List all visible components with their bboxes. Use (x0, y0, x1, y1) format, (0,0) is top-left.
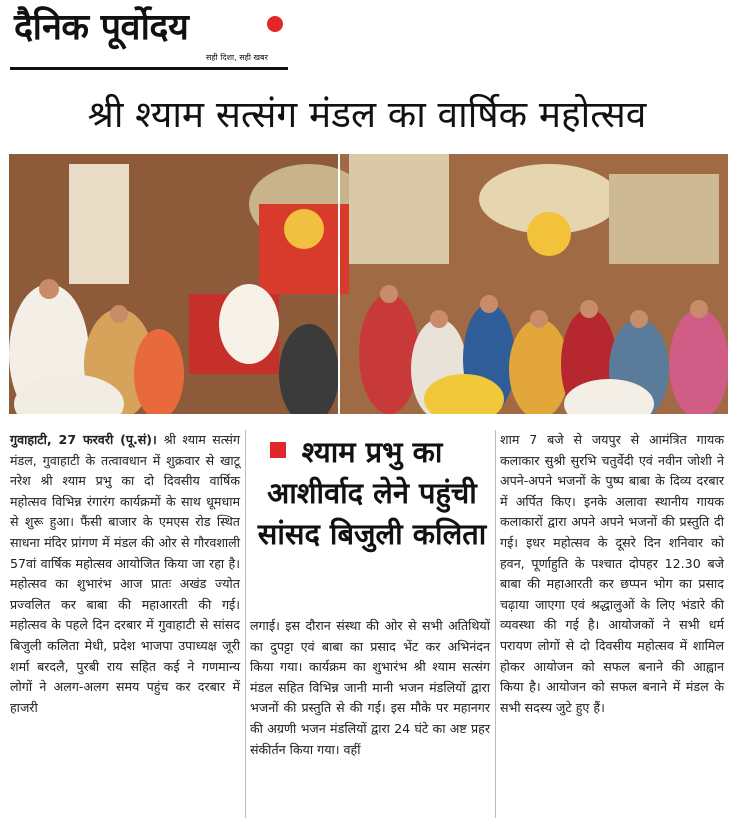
article-column-1 (10, 430, 240, 718)
headline: श्री श्याम सत्संग मंडल का वार्षिक महोत्सव (87, 93, 647, 136)
article-column-3: शाम 7 बजे से जयपुर से आमंत्रित गायक कलाकार सुश्री सुरभि चतुर्वेदी एवं नवीन जोशी ने अपने-अपने भजनों के पुष्प बाबा के दिव्य दरबार में अर्पित किए। इनके अलावा स्थानीय गायक कलाकारों द्वारा अपने अपने भजनों की प्रस्तुति दी गई। इधर महोत्सव के दूसरे दिन शनिवार को हवन, पूर्णाहुति के पश्चात दोपहर 12.30 बजे बाबा की महाआरती कर छप्पन भोग का प्रसाद चढ़ाया जाएगा एवं श्रद्धालुओं के लिए भंडारे की व्यवस्था की गई है। आयोजकों ने सभी धर्म परायण लोगों से दो दिवसीय महोत्सव में शामिल होकर आयोजन को सफल बनाने की आह्वान किया है। आयोजन को सफल बनाने में मंडल के सभी सदस्य जुटे हुए हैं। (500, 432, 724, 715)
masthead-logo-dot (267, 16, 283, 32)
masthead-tagline: सही दिशा, सही खबर (206, 53, 268, 62)
masthead-logo: दैनिक पूर्वोदय (14, 7, 189, 48)
dateline: गुवाहाटी, 27 फरवरी (पू.सं)। (10, 432, 164, 447)
article-text-1: श्री श्याम सत्संग मंडल, गुवाहाटी के तत्वावधान में शुक्रवार से खाटू नरेश श्री श्याम प्रभु का दो दिवसीय वार्षिक महोत्सव विभिन्न रंगारंग कार्यक्रमों के साथ धूमधाम से शुरू हुआ। फैंसी बाजार के एमएस रोड स्थित साधना मंदिर प्रांगण में मंडल की ओर से गौरवशाली 57वां वार्षिक महोत्सव आयोजित किया जा रहा है। महोत्सव का शुभारंभ आज प्रातः अखंड ज्योत प्रज्वलित कर बाबा की महाआरती की गई। महोत्सव के पहले दिन दरबार में गुवाहाटी से सांसद बिजुली कलिता मेधी, प्रदेश भाजपा उपाध्यक्ष जूरी शर्मा बरदलै, पुरबी राय सहित कई ने गणमान्य लोगों ने अलग-अलग समय पहुंच कर दरबार में हाजरी (10, 432, 240, 715)
column-separator (245, 430, 246, 818)
article-column-2: लगाई। इस दौरान संस्था की ओर से सभी अतिथियों का दुपट्टा एवं बाबा का प्रसाद भेंट कर अभिनंदन किया गया। कार्यक्रम का शुभारंभ श्री श्याम सत्संग मंडल सहित विभिन्न जानी मानी भजन मंडलियों द्वारा भजनों की प्रस्तुति से की गई। इस मौके पर महानगर की अग्रणी भजन मंडलियों द्वारा 24 घंटे का अष्ट प्रहर संकीर्तन किया गया। वहीं (250, 618, 490, 757)
column-separator (495, 430, 496, 818)
masthead (10, 6, 290, 72)
subheadline-box (254, 432, 490, 600)
event-photo (9, 154, 728, 414)
subheadline: श्याम प्रभु का आशीर्वाद लेने पहुंची सांसद बिजुली कलिता (257, 435, 487, 551)
masthead-rule (10, 67, 288, 70)
